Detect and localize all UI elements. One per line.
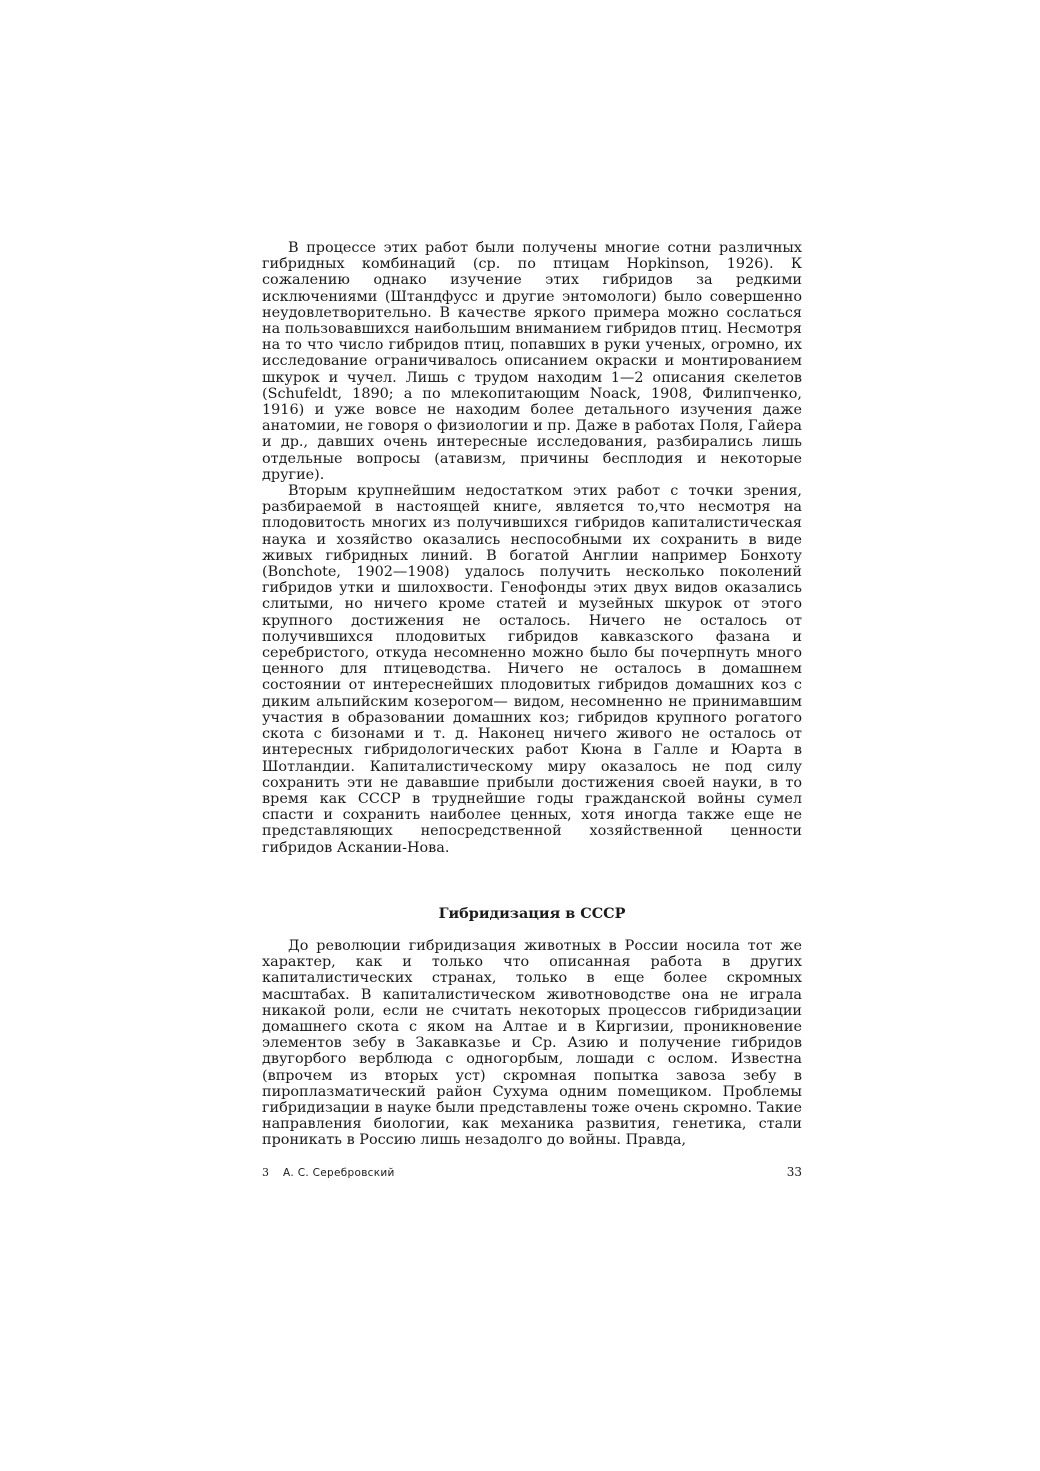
paragraph-1: В процессе этих работ были получены многие сотни различных гибридных комбинаций (ср. по птицам Hopkinson, 1926). К сожалению однако изучение этих гибридов за редкими исключениями (Штандфусс и другие энтомологи) было совершенно неудовлетворительно. В качестве яркого примера можно сослаться на пользовавшихся наибольшим вниманием гибридов птиц. Несмотря на то что число гибридов птиц, попавших в руки ученых, огромно, их исследование ограничивалось описанием окраски и монтированием шкурок и чучел. Лишь с трудом находим 1—2 описания скелетов (Schufeldt, 1890; а по млекопитающим Noack, 1908, Филипченко, 1916) и уже вовсе не находим более детального изучения даже анатомии, не говоря о физиологии и пр. Даже в работах Поля, Гайера и др., давших очень интересные исследования, разбирались лишь отдельные вопросы (атавизм, причины бесплодия и некоторые другие). (262, 240, 802, 483)
signature-number: 3 (262, 1166, 270, 1179)
section-heading: Гибридизация в СССР (438, 905, 626, 922)
page-number: 33 (786, 1165, 802, 1179)
main-text-block (262, 240, 802, 856)
section-text-block (262, 938, 802, 1149)
printer-signature (262, 1166, 395, 1179)
signature-author: А. С. Серебровский (282, 1167, 395, 1179)
paragraph-2: Вторым крупнейшим недостатком этих работ с точки зрения, разбираемой в настоящей книге, является то,что несмотря на плодовитость многих из получившихся гибридов капиталистическая наука и хозяйство оказались неспособными их сохранить в виде живых гибридных линий. В богатой Англии например Бонхоту (Bonchote, 1902—1908) удалось получить несколько поколений гибридов утки и шилохвости. Генофонды этих двух видов оказались слитыми, но ничего кроме статей и музейных шкурок от этого крупного достижения не осталось. Ничего не осталось от получившихся плодовитых гибридов кавказского фазана и серебристого, откуда несомненно можно было бы почерпнуть много ценного для птицеводства. Ничего не осталось в домашнем состоянии от интереснейших плодовитых гибридов домашних коз с диким альпийским козерогом— видом, несомненно не принимавшим участия в образовании домашних коз; гибридов крупного рогатого скота с бизонами и т. д. Наконец ничего живого не осталось от интересных гибридологических работ Кюна в Галле и Юарта в Шотландии. Капиталистическому миру оказалось не под силу сохранить эти не дававшие прибыли достижения своей науки, в то время как СССР в труднейшие годы гражданской войны сумел спасти и сохранить наиболее ценных, хотя иногда также еще не представляющих непосредственной хозяйственной ценности гибридов Аскании-Нова. (262, 483, 802, 856)
page-footer (262, 1165, 802, 1179)
section-paragraph: До революции гибридизация животных в России носила тот же характер, как и только что описанная работа в других капиталистических странах, только в еще более скромных масштабах. В капиталистическом животноводстве она не играла никакой роли, если не считать некоторых процессов гибридизации домашнего скота с яком на Алтае и в Киргизии, проникновение элементов зебу в Закавказье и Ср. Азию и получение гибридов двугорбого верблюда с одногорбым, лошади с ослом. Известна (впрочем из вторых уст) скромная попытка завоза зебу в пироплазматический район Сухума одним помещиком. Проблемы гибридизации в науке были представлены тоже очень скромно. Такие направления биологии, как механика развития, генетика, стали проникать в Россию лишь незадолго до войны. Правда, (262, 938, 802, 1149)
